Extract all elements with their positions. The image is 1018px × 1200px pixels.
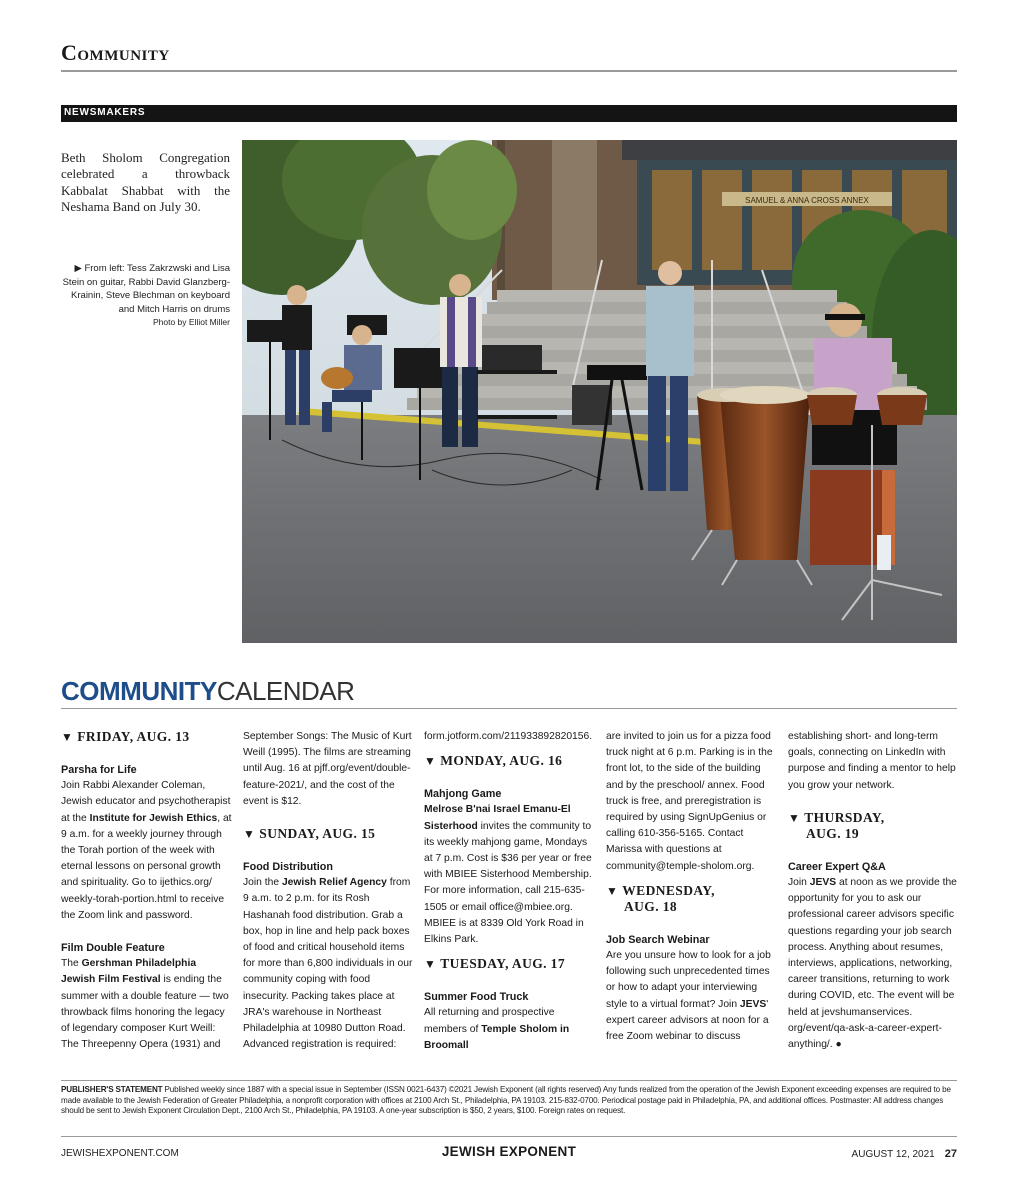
day-heading-wednesday: ▼ WEDNESDAY, AUG. 18 [606,882,715,914]
day-heading-sunday: ▼ SUNDAY, AUG. 15 [243,826,376,842]
page-number: 27 [944,1148,957,1160]
section-title: Community [61,40,170,65]
publisher-statement [61,1085,957,1117]
photo-caption-main: Beth Sholom Congregation celebrated a throwback Kabbalat Shabbat with the Neshama Band on July 30. [61,150,230,214]
day-heading-monday: ▼ MONDAY, AUG. 16 [424,753,563,769]
triangle-down-icon: ▼ [424,957,437,972]
calendar-rule [61,708,957,709]
event-body-film-cont: September Songs: The Music of Kurt Weill (1995). The films are streaming until Aug. 16 at pjff.org/event/double-feature-2021/, and the cost of the event is $12. [243,731,412,807]
footer-paper-name: JEWISH EXPONENT [441,1144,577,1159]
triangle-down-icon: ▼ [788,810,801,825]
triangle-down-icon: ▼ [243,827,256,842]
calendar-title-light: CALENDAR [216,676,355,706]
event-body-food: Join the Jewish Relief Agency from 9 a.m. to 2 p.m. for its Rosh Hashanah food distribution. Grab a box, hop in line and help pack boxes of food and critical household items for more than 6,800 individuals in our community coping with food insecurity. Packing takes place at JRA's warehouse in Northeast Philadelphia at 10980 Dutton Road. Advanced registration is required: [243,877,413,1051]
calendar-column-4 [606,729,777,1045]
calendar-column-3 [424,729,595,1054]
event-body-parsha: Join Rabbi Alexander Coleman, Jewish educator and psychotherapist at the Institute for Jewish Ethics, at 9 a.m. for a weekly journey through the Torah portion of the week with eternal lessons on personal growth and spirituality. Go to ijethics.org/ weekly-torah-portion.html to receive the Zoom link and password. [61,780,232,921]
footer-rule [61,1136,957,1137]
header-rule [61,70,957,72]
footer-date: AUGUST 12, 2021 [851,1149,935,1160]
building-sign: SAMUEL & ANNA CROSS ANNEX [745,196,869,205]
calendar-column-1 [61,729,232,1053]
publisher-text: Published weekly since 1887 with a special issue in September (ISSN 0021-6437) ©2021 Jewish Exponent (all rights reserved) Any funds realized from the operation of the Jewish Exponent exceeding expenses are required to be made available to the Jewish Federation of Greater Philadelphia, a nonprofit corporation with offices at 2100 Arch St., Philadelphia, PA 19103. 215-832-0700. Periodical postage paid in Philadelphia, PA, and additional offices. Postmaster: All address changes should be sent to Jewish Exponent Circulation Dept., 2100 Arch St., Philadelphia, PA 19103. A one-year subscription is $50, 2 years, $100. Foreign rates on request. [61,1085,951,1116]
newsmakers-bar: NEWSMAKERS [61,105,957,122]
calendar-title [61,675,354,707]
event-body-truck-cont: are invited to join us for a pizza food truck night at 6 p.m. Parking is in the front lot, to the side of the building and by the preschool/ annex. Food truck is free, and preregistration is required by using SignUpGenius or calling 610-356-5165. Contact Marissa with questions at community@temple-sholom.org. [606,731,773,872]
caption-names: From left: Tess Zakrzwski and Lisa Stein on guitar, Rabbi David Glanzberg-Krainin, Steve Blechman on keyboard and Mitch Harris on drums [62,263,230,315]
event-title-parsha: Parsha for Life [61,764,137,776]
event-title-mahjong: Mahjong Game [424,788,502,801]
calendar-title-bold: COMMUNITY [61,676,217,706]
calendar-column-2 [243,729,414,1053]
caption-arrow-icon: ▶ [74,263,82,274]
publisher-label: PUBLISHER'S STATEMENT [61,1085,163,1094]
publisher-rule [61,1080,957,1081]
event-title-food: Food Distribution [243,861,333,874]
photo-caption-side [61,262,230,330]
triangle-down-icon: ▼ [606,883,619,898]
event-body-film: The Gershman Philadelphia Jewish Film Festival is ending the summer with a double feature — two throwback films honoring the legacy of legendary composer Kurt Weill: The Threepenny Opera (1931) and [61,958,229,1051]
calendar-column-5 [788,729,959,1053]
event-body-food-cont: form.jotform.com/211933892820156. [424,731,593,742]
event-title-film: Film Double Feature [61,942,165,955]
photo-credit: Photo by Elliot Miller [152,317,230,327]
day-heading-thursday: ▼ THURSDAY, AUG. 19 [788,809,885,841]
triangle-down-icon: ▼ [61,730,74,744]
footer-date-page [852,1148,957,1160]
event-body-truck: All returning and prospective members of Temple Sholom in Broomall [424,1007,570,1051]
event-title-truck: Summer Food Truck [424,991,529,1004]
triangle-down-icon: ▼ [424,754,437,769]
day-heading-friday: ▼ FRIDAY, AUG. 13 [61,729,190,744]
event-body-mahjong: Melrose B'nai Israel Emanu-El Sisterhood invites the community to its weekly mahjong game, Mondays at 7 p.m. Cost is $36 per year or free with MBIEE Sisterhood Membership. For more information, call 215-635-1505 or email office@mbiee.org. MBIEE is at 8339 Old York Road in Elkins Park. [424,804,592,946]
footer-website: JEWISHEXPONENT.COM [61,1148,179,1159]
event-title-career: Career Expert Q&A [788,860,886,873]
day-heading-tuesday: ▼ TUESDAY, AUG. 17 [424,956,565,972]
band-photo [242,140,957,643]
event-title-job: Job Search Webinar [606,933,710,946]
event-body-career: Join JEVS at noon as we provide the opportunity for you to ask our professional career advisors specific questions regarding your job search process. Anything about resumes, interviews, applications, networking, career transitions, returning to work during COVID, etc. The event will be held at jevshumanservices. org/event/qa-ask-a-career-expert-anything/. ● [788,877,957,1051]
event-body-job: Are you unsure how to look for a job following such unprecedented times or how to adapt your interviewing style to a virtual format? Join JEVS' expert career advisors at noon for a free Zoom webinar to discuss [606,950,771,1043]
end-mark-icon: ● [835,1039,842,1051]
event-body-job-cont: establishing short- and long-term goals, connecting on LinkedIn with purpose and finding a mentor to help you grow your network. [788,731,956,791]
